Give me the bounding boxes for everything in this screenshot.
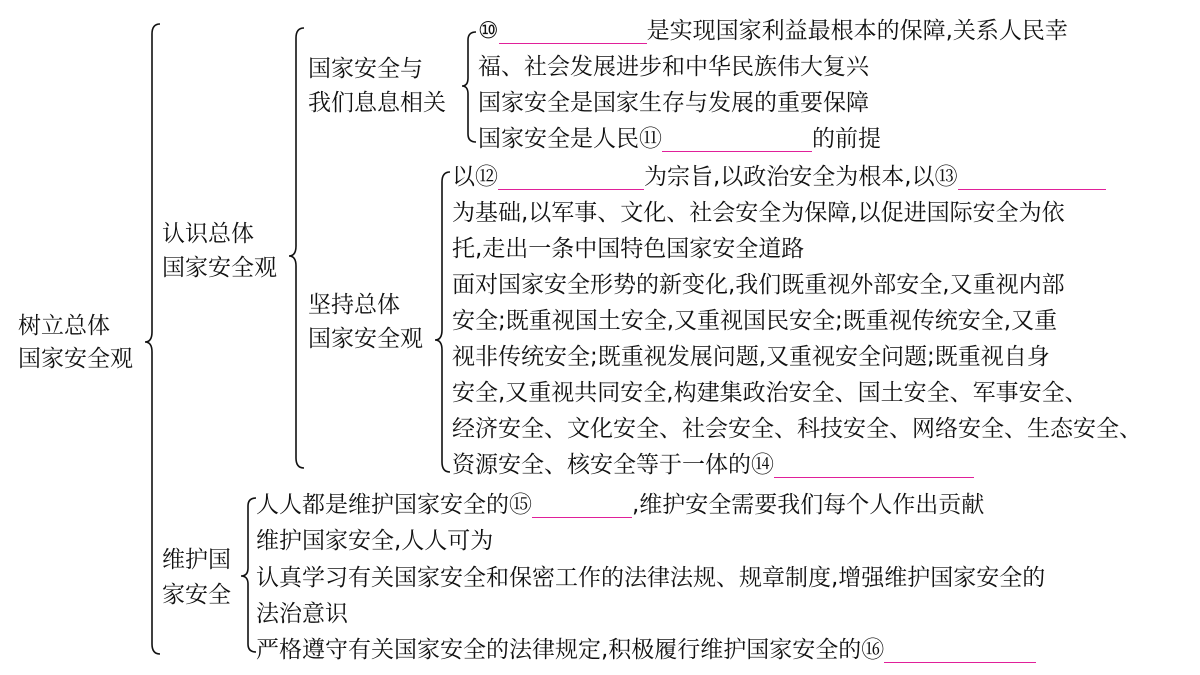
sec2-line-5-pre: 严格遵守有关国家安全的法律规定,积极履行维护国家安全的⑯ xyxy=(256,637,885,663)
sub2-line-1-mid: 为宗旨,以政治安全为根本,以⑬ xyxy=(644,164,958,190)
sub2-line-9-pre: 资源安全、核安全等于一体的⑭ xyxy=(452,452,774,478)
sec2-line-3: 认真学习有关国家安全和保密工作的法律法规、规章制度,增强维护国家安全的 xyxy=(256,565,1046,591)
sec2-line-1-pre: 人人都是维护国家安全的⑮ xyxy=(256,492,532,518)
sub2-title-line1: 坚持总体 xyxy=(308,292,400,318)
sub1-title-line1: 国家安全与 xyxy=(308,56,423,82)
sec2-title-line1: 维护国 xyxy=(162,547,231,573)
sub2-brace xyxy=(435,172,450,472)
sub2-line-1-pre: 以⑫ xyxy=(452,164,498,190)
sec2-brace xyxy=(241,498,256,652)
fill-blank-12[interactable] xyxy=(498,167,644,190)
fill-blank-13[interactable] xyxy=(958,167,1106,190)
sub1-line-4-pre: 国家安全是人民⑪ xyxy=(478,126,662,152)
root-title-line2: 国家安全观 xyxy=(18,346,133,372)
sec2-line-1-post: ,维护安全需要我们每个人作出贡献 xyxy=(632,492,985,518)
sec2-line-2: 维护国家安全,人人可为 xyxy=(256,528,494,554)
fill-blank-16[interactable] xyxy=(884,640,1036,663)
sub2-line-1 xyxy=(452,162,1106,192)
sub2-title-line2: 国家安全观 xyxy=(308,326,423,352)
sub1-brace xyxy=(462,32,476,142)
sub2-line-7: 安全,又重视共同安全,构建集政治安全、国土安全、军事安全、 xyxy=(452,380,1088,406)
sub2-line-3: 托,走出一条中国特色国家安全道路 xyxy=(452,236,805,262)
fill-blank-14[interactable] xyxy=(774,455,974,478)
fill-blank-10[interactable] xyxy=(499,21,647,44)
fill-blank-15[interactable] xyxy=(532,495,632,518)
blank-number-10: ⑩ xyxy=(478,18,499,44)
sub2-line-2: 为基础,以军事、文化、社会安全为保障,以促进国际安全为依 xyxy=(452,200,1065,226)
sec1-title-line2: 国家安全观 xyxy=(162,255,277,281)
sub1-line-4-post: 的前提 xyxy=(812,126,881,152)
sec2-line-4: 法治意识 xyxy=(256,601,348,627)
sub2-line-4: 面对国家安全形势的新变化,我们既重视外部安全,又重视内部 xyxy=(452,272,1065,298)
fill-blank-11[interactable] xyxy=(662,129,812,152)
sub2-line-8: 经济安全、文化安全、社会安全、科技安全、网络安全、生态安全、 xyxy=(452,416,1142,442)
root-brace xyxy=(145,24,160,654)
sec2-line-5 xyxy=(256,635,1036,665)
sec1-title-line1: 认识总体 xyxy=(162,221,254,247)
sec2-line-1 xyxy=(256,490,984,520)
sub1-title-line2: 我们息息相关 xyxy=(308,90,446,116)
sub1-line-1-text: 是实现国家利益最根本的保障,关系人民幸 xyxy=(646,18,1068,44)
sub1-line-4 xyxy=(478,124,881,154)
sub2-line-5: 安全;既重视国土安全,又重视国民安全;既重视传统安全,又重 xyxy=(452,308,1058,334)
sub2-line-6: 视非传统安全;既重视发展问题,又重视安全问题;既重视自身 xyxy=(452,344,1050,370)
sec1-brace xyxy=(289,28,304,468)
sub2-line-9 xyxy=(452,450,974,480)
sub1-line-3: 国家安全是国家生存与发展的重要保障 xyxy=(478,90,869,116)
sec2-title-line2: 家安全 xyxy=(162,582,231,608)
sub1-line-2: 福、社会发展进步和中华民族伟大复兴 xyxy=(478,54,869,80)
root-title-line1: 树立总体 xyxy=(18,313,110,339)
sub1-line-1 xyxy=(478,16,1068,46)
